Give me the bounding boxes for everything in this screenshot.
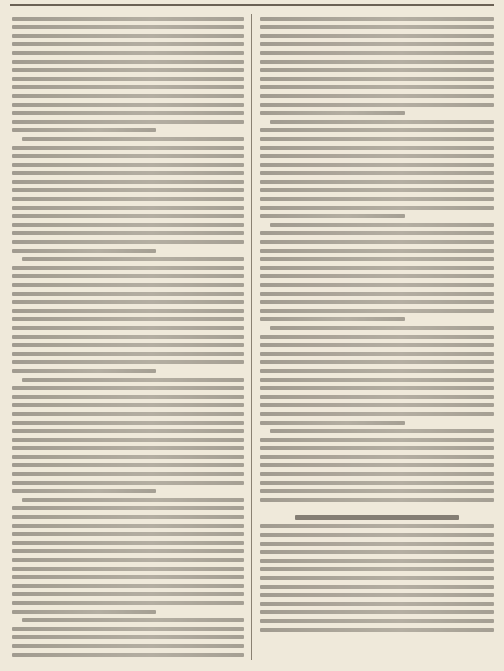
text-line-placeholder xyxy=(260,292,494,296)
text-line-placeholder xyxy=(12,506,244,510)
column-divider xyxy=(251,14,252,660)
text-line-placeholder xyxy=(260,274,494,278)
text-line-placeholder xyxy=(12,515,244,519)
text-line-placeholder xyxy=(260,498,494,502)
text-line-placeholder xyxy=(260,533,494,537)
text-line-placeholder xyxy=(12,163,244,167)
text-line-placeholder xyxy=(260,188,494,192)
text-line-placeholder xyxy=(260,154,494,158)
text-line-placeholder xyxy=(260,378,494,382)
text-line-placeholder xyxy=(260,386,494,390)
text-line-placeholder xyxy=(260,214,405,218)
text-line-placeholder xyxy=(12,103,244,107)
text-line-placeholder xyxy=(12,188,244,192)
text-line-placeholder xyxy=(260,360,494,364)
text-line-placeholder xyxy=(260,309,494,313)
text-line-placeholder xyxy=(260,412,494,416)
text-line-placeholder xyxy=(260,249,494,253)
text-line-placeholder xyxy=(12,395,244,399)
text-line-placeholder xyxy=(260,257,494,261)
right-column-lines-top xyxy=(260,17,494,502)
text-line-placeholder xyxy=(260,42,494,46)
text-line-placeholder xyxy=(12,197,244,201)
text-line-placeholder xyxy=(12,601,244,605)
text-line-placeholder xyxy=(260,300,494,304)
text-line-placeholder xyxy=(270,223,494,227)
text-line-placeholder xyxy=(260,137,494,141)
text-line-placeholder xyxy=(260,128,494,132)
text-line-placeholder xyxy=(12,592,244,596)
text-line-placeholder xyxy=(260,403,494,407)
text-line-placeholder xyxy=(12,77,244,81)
text-line-placeholder xyxy=(260,455,494,459)
text-line-placeholder xyxy=(260,94,494,98)
text-line-placeholder xyxy=(260,343,494,347)
text-line-placeholder xyxy=(12,343,244,347)
text-line-placeholder xyxy=(12,532,244,536)
text-line-placeholder xyxy=(260,446,494,450)
text-line-placeholder xyxy=(12,489,156,493)
text-line-placeholder xyxy=(12,317,244,321)
text-line-placeholder xyxy=(260,550,494,554)
text-line-placeholder xyxy=(260,283,494,287)
text-line-placeholder xyxy=(12,274,244,278)
text-line-placeholder xyxy=(260,481,494,485)
text-line-placeholder xyxy=(12,231,244,235)
text-line-placeholder xyxy=(260,171,494,175)
text-line-placeholder xyxy=(260,197,494,201)
top-rule xyxy=(10,4,494,6)
text-line-placeholder xyxy=(260,602,494,606)
text-line-placeholder xyxy=(260,489,494,493)
text-line-placeholder xyxy=(12,549,244,553)
text-line-placeholder xyxy=(12,25,244,29)
text-line-placeholder xyxy=(260,266,494,270)
text-line-placeholder xyxy=(12,266,244,270)
text-line-placeholder xyxy=(260,60,494,64)
text-line-placeholder xyxy=(260,34,494,38)
text-line-placeholder xyxy=(260,180,494,184)
text-line-placeholder xyxy=(12,171,244,175)
text-line-placeholder xyxy=(12,360,244,364)
text-line-placeholder xyxy=(12,85,244,89)
text-line-placeholder xyxy=(12,326,244,330)
text-line-placeholder xyxy=(260,472,494,476)
text-line-placeholder xyxy=(260,335,494,339)
text-line-placeholder xyxy=(260,559,494,563)
text-line-placeholder xyxy=(22,137,244,141)
text-line-placeholder xyxy=(260,542,494,546)
text-line-placeholder xyxy=(12,481,244,485)
text-line-placeholder xyxy=(12,214,244,218)
text-line-placeholder xyxy=(260,103,494,107)
text-line-placeholder xyxy=(12,463,244,467)
text-line-placeholder xyxy=(260,240,494,244)
text-line-placeholder xyxy=(260,111,405,115)
text-line-placeholder xyxy=(12,34,244,38)
text-line-placeholder xyxy=(12,111,244,115)
text-line-placeholder xyxy=(260,17,494,21)
text-line-placeholder xyxy=(260,51,494,55)
text-line-placeholder xyxy=(12,627,244,631)
text-line-placeholder xyxy=(260,593,494,597)
text-line-placeholder xyxy=(12,541,244,545)
text-line-placeholder xyxy=(12,309,244,313)
text-line-placeholder xyxy=(22,498,244,502)
text-line-placeholder xyxy=(12,558,244,562)
text-line-placeholder xyxy=(260,317,405,321)
text-line-placeholder xyxy=(12,369,156,373)
right-column xyxy=(260,12,494,662)
text-line-placeholder xyxy=(12,180,244,184)
text-line-placeholder xyxy=(12,146,244,150)
text-line-placeholder xyxy=(260,524,494,528)
section-heading-placeholder xyxy=(295,515,459,520)
text-line-placeholder xyxy=(260,163,494,167)
text-line-placeholder xyxy=(12,68,244,72)
text-line-placeholder xyxy=(12,283,244,287)
text-line-placeholder xyxy=(22,378,244,382)
text-line-placeholder xyxy=(260,628,494,632)
text-line-placeholder xyxy=(12,412,244,416)
text-line-placeholder xyxy=(12,94,244,98)
text-line-placeholder xyxy=(12,403,244,407)
text-line-placeholder xyxy=(260,567,494,571)
left-column xyxy=(12,12,244,662)
text-line-placeholder xyxy=(260,576,494,580)
text-line-placeholder xyxy=(22,257,244,261)
text-line-placeholder xyxy=(260,585,494,589)
text-line-placeholder xyxy=(270,429,494,433)
text-line-placeholder xyxy=(22,618,244,622)
text-line-placeholder xyxy=(260,421,405,425)
left-column-lines xyxy=(12,17,244,657)
text-line-placeholder xyxy=(12,438,244,442)
text-line-placeholder xyxy=(12,421,244,425)
text-line-placeholder xyxy=(12,429,244,433)
text-line-placeholder xyxy=(12,223,244,227)
text-line-placeholder xyxy=(260,85,494,89)
text-line-placeholder xyxy=(260,352,494,356)
text-line-placeholder xyxy=(260,619,494,623)
text-line-placeholder xyxy=(260,463,494,467)
text-line-placeholder xyxy=(12,292,244,296)
text-line-placeholder xyxy=(12,653,244,657)
text-line-placeholder xyxy=(12,455,244,459)
text-line-placeholder xyxy=(12,472,244,476)
text-line-placeholder xyxy=(260,369,494,373)
text-line-placeholder xyxy=(12,154,244,158)
text-line-placeholder xyxy=(12,335,244,339)
text-line-placeholder xyxy=(12,249,156,253)
text-line-placeholder xyxy=(260,231,494,235)
text-line-placeholder xyxy=(12,610,156,614)
text-line-placeholder xyxy=(12,524,244,528)
text-line-placeholder xyxy=(270,326,494,330)
text-line-placeholder xyxy=(12,240,244,244)
text-line-placeholder xyxy=(12,584,244,588)
text-line-placeholder xyxy=(260,395,494,399)
text-line-placeholder xyxy=(12,446,244,450)
text-line-placeholder xyxy=(12,17,244,21)
text-line-placeholder xyxy=(12,575,244,579)
text-line-placeholder xyxy=(260,438,494,442)
text-line-placeholder xyxy=(260,68,494,72)
text-line-placeholder xyxy=(260,25,494,29)
section-heading xyxy=(260,504,494,513)
text-line-placeholder xyxy=(12,635,244,639)
text-line-placeholder xyxy=(12,300,244,304)
text-line-placeholder xyxy=(12,386,244,390)
text-line-placeholder xyxy=(12,206,244,210)
text-line-placeholder xyxy=(270,120,494,124)
text-line-placeholder xyxy=(12,120,244,124)
text-line-placeholder xyxy=(12,60,244,64)
text-line-placeholder xyxy=(260,206,494,210)
text-line-placeholder xyxy=(12,42,244,46)
text-line-placeholder xyxy=(12,352,244,356)
text-line-placeholder xyxy=(12,128,156,132)
text-line-placeholder xyxy=(12,567,244,571)
text-line-placeholder xyxy=(12,51,244,55)
text-line-placeholder xyxy=(260,77,494,81)
text-line-placeholder xyxy=(260,146,494,150)
right-column-lines-bottom xyxy=(260,524,494,631)
text-line-placeholder xyxy=(12,644,244,648)
text-line-placeholder xyxy=(260,610,494,614)
